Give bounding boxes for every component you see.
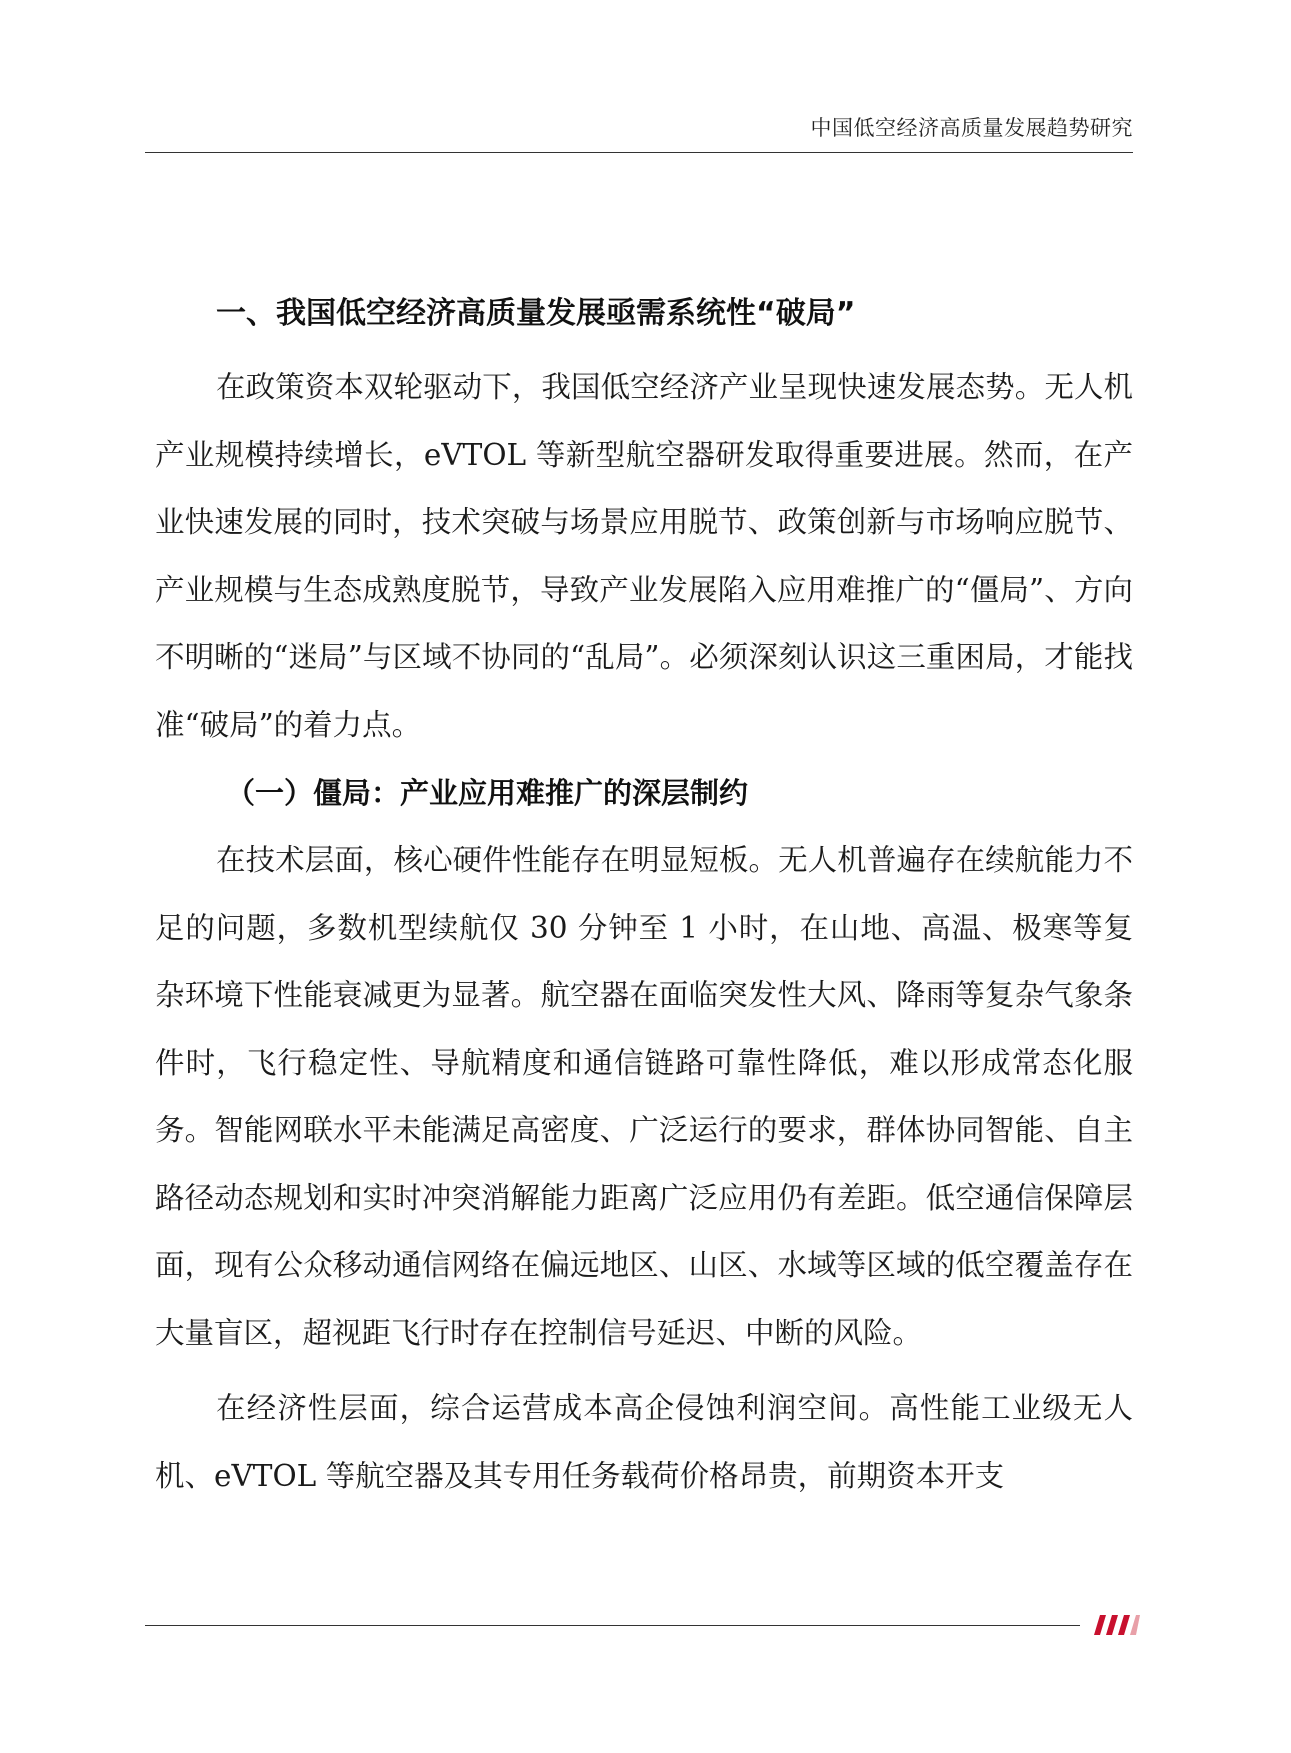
economy-paragraph: 在经济性层面，综合运营成本高企侵蚀利润空间。高性能工业级无人机、eVTOL 等航空器及其专用任务载荷价格昂贵，前期资本开支 bbox=[155, 1391, 1133, 1493]
running-header-title: 中国低空经济高质量发展趋势研究 bbox=[810, 116, 1133, 140]
page-body bbox=[155, 288, 1133, 1510]
intro-paragraph: 在政策资本双轮驱动下，我国低空经济产业呈现快速发展态势。无人机产业规模持续增长，eVTOL 等新型航空器研发取得重要进展。然而，在产业快速发展的同时，技术突破与场景应用脱节、政策创新与市场响应脱节、产业规模与生态成熟度脱节，导致产业发展陷入应用难推广的“僵局”、方向不明晰的“迷局”与区域不协同的“乱局”。必须深刻认识这三重困局，才能找准“破局”的着力点。 bbox=[155, 370, 1133, 742]
header-divider bbox=[145, 152, 1133, 153]
stripe-2 bbox=[1106, 1615, 1118, 1635]
stripe-4 bbox=[1130, 1615, 1140, 1635]
slash-stripes-icon bbox=[1092, 1612, 1140, 1638]
footer-divider bbox=[145, 1625, 1080, 1626]
subsection-heading: （一）僵局：产业应用难推广的深层制约 bbox=[226, 776, 749, 810]
paragraph-spacer bbox=[155, 1367, 1133, 1375]
stripe-1 bbox=[1094, 1615, 1106, 1635]
stripe-3 bbox=[1118, 1615, 1130, 1635]
technology-paragraph: 在技术层面，核心硬件性能存在明显短板。无人机普遍存在续航能力不足的问题，多数机型续航仅 30 分钟至 1 小时，在山地、高温、极寒等复杂环境下性能衰减更为显著。航空器在面临突发性大风、降雨等复杂气象条件时，飞行稳定性、导航精度和通信链路可靠性降低，难以形成常态化服务。智能网联水平未能满足高密度、广泛运行的要求，群体协同智能、自主路径动态规划和实时冲突消解能力距离广泛应用仍有差距。低空通信保障层面，现有公众移动通信网络在偏远地区、山区、水域等区域的低空覆盖存在大量盲区，超视距飞行时存在控制信号延迟、中断的风险。 bbox=[155, 843, 1133, 1350]
section-heading: 一、我国低空经济高质量发展亟需系统性“破局” bbox=[216, 296, 856, 331]
